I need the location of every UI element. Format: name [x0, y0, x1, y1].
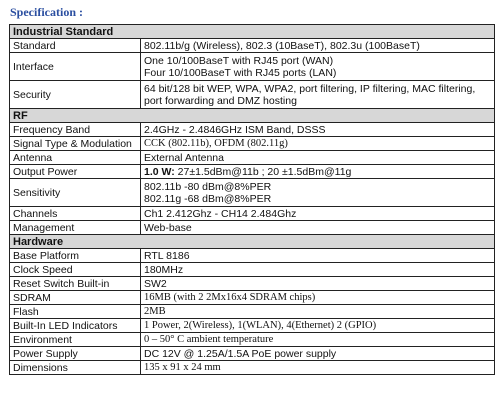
specification-heading: Specification : [10, 5, 83, 19]
row-label: Security [10, 81, 141, 109]
value-line: One 10/100BaseT with RJ45 port (WAN) [144, 54, 334, 67]
section-title: Industrial Standard [10, 25, 495, 39]
table-row [10, 137, 495, 151]
row-value: 2.4GHz - 2.4846GHz ISM Band, DSSS [141, 123, 495, 137]
row-value [141, 165, 495, 179]
table-row [10, 81, 495, 109]
row-value: 180MHz [141, 263, 495, 277]
row-label: Sensitivity [10, 179, 141, 207]
value-line: 802.11b -80 dBm@8%PER [144, 180, 272, 193]
row-label: Output Power [10, 165, 141, 179]
section-header-industrial [10, 25, 495, 39]
row-label: Base Platform [10, 249, 141, 263]
row-label: Dimensions [10, 361, 141, 375]
section-title: RF [10, 109, 495, 123]
row-value: 135 x 91 x 24 mm [141, 361, 495, 375]
row-label: Interface [10, 53, 141, 81]
table-row [10, 151, 495, 165]
table-row [10, 333, 495, 347]
row-value: 16MB (with 2 2Mx16x4 SDRAM chips) [141, 291, 495, 305]
table-row [10, 39, 495, 53]
section-header-hardware [10, 235, 495, 249]
row-label: Standard [10, 39, 141, 53]
row-value: 2MB [141, 305, 495, 319]
section-title: Hardware [10, 235, 495, 249]
row-label: Flash [10, 305, 141, 319]
table-row [10, 277, 495, 291]
table-row [10, 263, 495, 277]
row-label: Reset Switch Built-in [10, 277, 141, 291]
table-row [10, 221, 495, 235]
row-value: 1 Power, 2(Wireless), 1(WLAN), 4(Ethernet) 2 (GPIO) [141, 319, 495, 333]
row-value: Ch1 2.412Ghz - CH14 2.484Ghz [141, 207, 495, 221]
row-value: 802.11b/g (Wireless), 802.3 (10BaseT), 802.3u (100BaseT) [141, 39, 495, 53]
row-value: RTL 8186 [141, 249, 495, 263]
section-header-rf [10, 109, 495, 123]
row-value: External Antenna [141, 151, 495, 165]
specification-table [9, 24, 495, 375]
row-label: Antenna [10, 151, 141, 165]
row-value: Web-base [141, 221, 495, 235]
table-row [10, 249, 495, 263]
row-label: Built-In LED Indicators [10, 319, 141, 333]
output-power-watts: 1.0 W: [144, 165, 175, 178]
row-value: DC 12V @ 1.25A/1.5A PoE power supply [141, 347, 495, 361]
row-label: Signal Type & Modulation [10, 137, 141, 151]
table-row [10, 291, 495, 305]
table-row [10, 165, 495, 179]
row-value [141, 179, 495, 207]
row-label: SDRAM [10, 291, 141, 305]
row-label: Power Supply [10, 347, 141, 361]
row-label: Clock Speed [10, 263, 141, 277]
value-line: Four 10/100BaseT with RJ45 ports (LAN) [144, 66, 337, 79]
row-value: SW2 [141, 277, 495, 291]
table-row [10, 361, 495, 375]
table-row [10, 207, 495, 221]
table-row [10, 53, 495, 81]
row-label: Frequency Band [10, 123, 141, 137]
row-value: 64 bit/128 bit WEP, WPA, WPA2, port filtering, IP filtering, MAC filtering, port forwarding and DMZ hosting [141, 81, 495, 109]
output-power-dbm: 27±1.5dBm@11b ; 20 ±1.5dBm@11g [174, 165, 352, 178]
row-label: Environment [10, 333, 141, 347]
table-row [10, 123, 495, 137]
table-row [10, 179, 495, 207]
table-row [10, 305, 495, 319]
value-line: 802.11g -68 dBm@8%PER [144, 192, 272, 205]
table-row [10, 319, 495, 333]
row-value [141, 53, 495, 81]
row-label: Channels [10, 207, 141, 221]
row-label: Management [10, 221, 141, 235]
row-value: CCK (802.11b), OFDM (802.11g) [141, 137, 495, 151]
row-value: 0 – 50° C ambient temperature [141, 333, 495, 347]
table-row [10, 347, 495, 361]
